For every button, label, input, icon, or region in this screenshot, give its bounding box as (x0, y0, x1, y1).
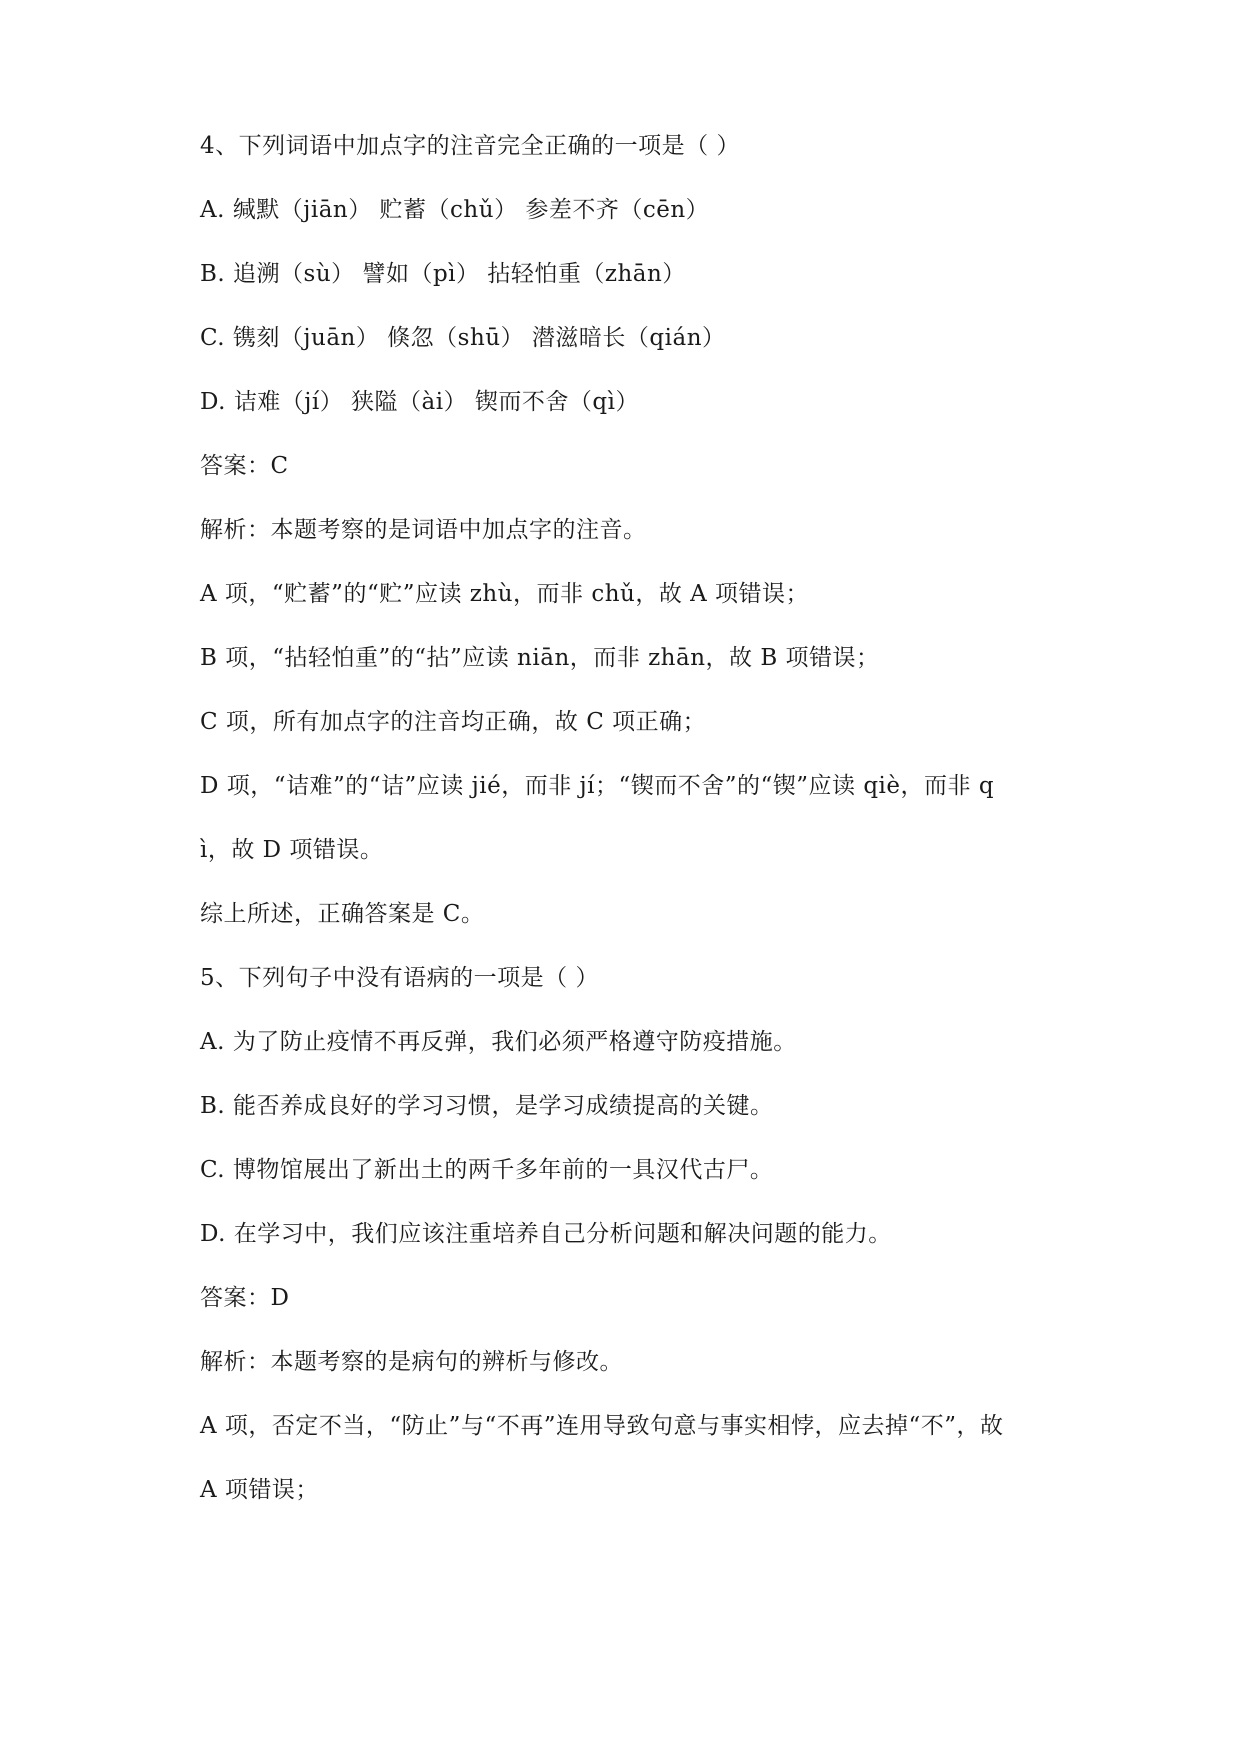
question-4-option-d: D. 诘难（jí） 狭隘（ài） 锲而不舍（qì） (200, 389, 639, 415)
question-4-stem: 4、下列词语中加点字的注音完全正确的一项是（ ） (200, 133, 740, 159)
question-5-stem: 5、下列句子中没有语病的一项是（ ） (200, 965, 599, 991)
question-4-analysis-a: A 项，“贮蓄”的“贮”应读 zhù，而非 chǔ，故 A 项错误； (200, 581, 810, 607)
question-4-option-a: A. 缄默（jiān） 贮蓄（chǔ） 参差不齐（cēn） (200, 197, 710, 223)
question-5-analysis-a: A 项，否定不当，“防止”与“不再”连用导致句意与事实相悖，应去掉“不”，故 (200, 1413, 1004, 1439)
question-4-analysis-b: B 项，“拈轻怕重”的“拈”应读 niān，而非 zhān，故 B 项错误； (200, 645, 880, 671)
question-5-analysis-a-cont: A 项错误； (200, 1477, 319, 1503)
question-5-option-c: C. 博物馆展出了新出土的两千多年前的一具汉代古尸。 (200, 1157, 774, 1183)
question-5-option-d: D. 在学习中，我们应该注重培养自己分析问题和解决问题的能力。 (200, 1221, 892, 1247)
question-4-analysis-c: C 项，所有加点字的注音均正确，故 C 项正确； (200, 709, 707, 735)
question-5-analysis: 解析：本题考察的是病句的辨析与修改。 (200, 1349, 623, 1375)
question-5-option-b: B. 能否养成良好的学习习惯，是学习成绩提高的关键。 (200, 1093, 774, 1119)
question-4-analysis: 解析：本题考察的是词语中加点字的注音。 (200, 517, 647, 543)
question-4-summary: 综上所述，正确答案是 C。 (200, 901, 485, 927)
question-4-answer: 答案：C (200, 453, 289, 479)
question-4-analysis-d-cont: ì，故 D 项错误。 (200, 837, 384, 863)
question-4-option-b: B. 追溯（sù） 譬如（pì） 拈轻怕重（zhān） (200, 261, 686, 287)
question-4-analysis-d: D 项，“诘难”的“诘”应读 jié，而非 jí；“锲而不舍”的“锲”应读 qiè，而非 q (200, 773, 995, 799)
question-5-option-a: A. 为了防止疫情不再反弹，我们必须严格遵守防疫措施。 (200, 1029, 797, 1055)
question-4-option-c: C. 镌刻（juān） 倏忽（shū） 潜滋暗长（qián） (200, 325, 726, 351)
question-5-answer: 答案：D (200, 1285, 290, 1311)
